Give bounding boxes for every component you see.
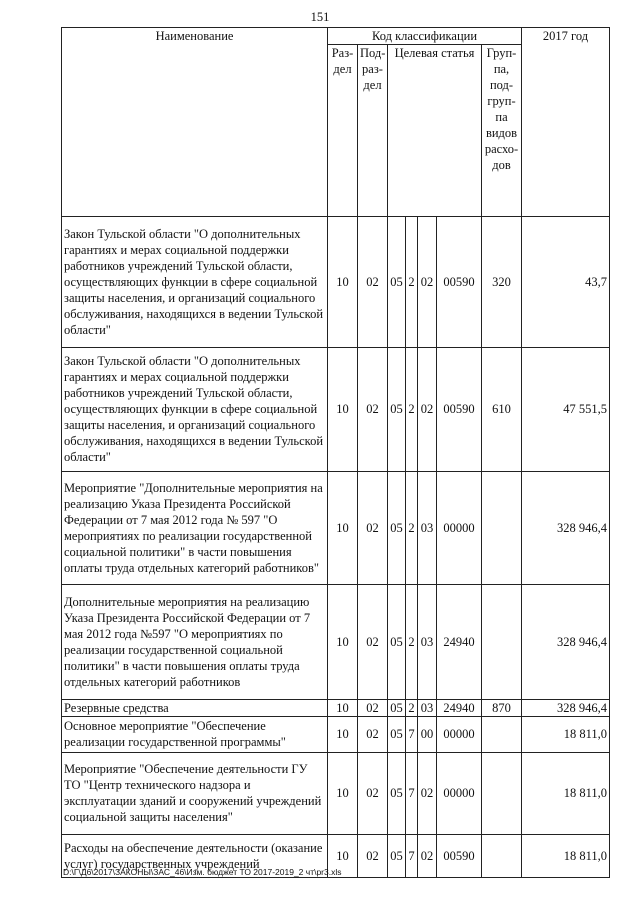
row-vr: 320 [482, 216, 522, 347]
row-name: Закон Тульской области "О дополнительных гарантиях и мерах социальной поддержки работников учреждений Тульской области, осуществляющих функции в сфере социальной защиты населения, и организаций социального обслуживания, находящихся в ведении Тульской области" [62, 347, 328, 471]
row-podrazdel: 02 [358, 699, 388, 716]
row-razdel: 10 [328, 347, 358, 471]
row-cs3: 03 [418, 699, 437, 716]
row-cs2: 2 [406, 584, 418, 699]
row-cs1: 05 [388, 347, 406, 471]
row-cs3: 02 [418, 834, 437, 877]
header-section: Раз- дел [328, 45, 358, 217]
table-row [62, 216, 610, 347]
row-cs2: 7 [406, 752, 418, 834]
header-target-article: Целевая статья [388, 45, 482, 62]
row-name: Закон Тульской области "О дополнительных гарантиях и мерах социальной поддержки работников учреждений Тульской области, осуществляющих функции в сфере социальной защиты населения, и организаций социального обслуживания, находящихся в ведении Тульской области" [62, 216, 328, 347]
header-expense-group: Груп- па, под- груп- па видов расхо- дов [482, 45, 522, 217]
table-row [62, 584, 610, 699]
row-vr: 610 [482, 347, 522, 471]
row-cs1: 05 [388, 216, 406, 347]
row-name: Расходы на обеспечение деятельности (оказание услуг) государственных учреждений [62, 834, 328, 877]
row-amount: 47 551,5 [522, 347, 610, 471]
row-name: Дополнительные мероприятия на реализацию Указа Президента Российской Федерации от 7 мая 2012 года №597 "О мероприятиях по реализации государственной социальной политики" в части повышения оплаты труда отдельных категорий работников [62, 584, 328, 699]
row-podrazdel: 02 [358, 347, 388, 471]
row-podrazdel: 02 [358, 471, 388, 584]
row-razdel: 10 [328, 752, 358, 834]
row-cs4: 00590 [437, 347, 482, 471]
table-body [62, 216, 610, 877]
table-row [62, 699, 610, 716]
row-cs4: 00590 [437, 834, 482, 877]
file-path-footer: D:\Г\Д6\2017\ЗАКОНЫ\ЗАС_46\Изм. бюджет ТО 2017-2019_2 чт\pr3.xls [63, 867, 342, 877]
row-vr [482, 752, 522, 834]
row-cs4: 00000 [437, 752, 482, 834]
row-razdel: 10 [328, 834, 358, 877]
row-amount: 328 946,4 [522, 584, 610, 699]
table-row [62, 347, 610, 471]
row-cs3: 03 [418, 584, 437, 699]
row-name: Мероприятие "Дополнительные мероприятия на реализацию Указа Президента Российской Федерации от 7 мая 2012 года № 597 "О мероприятиях по реализации государственной социальной политики" в части повышения оплаты труда отдельных категорий работников" [62, 471, 328, 584]
row-cs1: 05 [388, 752, 406, 834]
row-cs1: 05 [388, 834, 406, 877]
table-header [62, 28, 610, 217]
row-cs1: 05 [388, 471, 406, 584]
row-cs3: 03 [418, 471, 437, 584]
row-cs4: 00000 [437, 471, 482, 584]
budget-table [61, 27, 610, 878]
target-article-spacer [388, 61, 482, 216]
row-name: Основное мероприятие "Обеспечение реализации государственной программы" [62, 716, 328, 752]
row-amount: 43,7 [522, 216, 610, 347]
header-year: 2017 год [522, 28, 610, 217]
row-cs1: 05 [388, 699, 406, 716]
header-name: Наименование [62, 28, 328, 217]
table-row [62, 716, 610, 752]
row-razdel: 10 [328, 216, 358, 347]
row-podrazdel: 02 [358, 834, 388, 877]
row-cs3: 02 [418, 752, 437, 834]
row-vr [482, 584, 522, 699]
row-amount: 18 811,0 [522, 834, 610, 877]
row-name: Резервные средства [62, 699, 328, 716]
header-classification-code: Код классификации [328, 28, 522, 45]
row-vr: 870 [482, 699, 522, 716]
header-subsection: Под- раз- дел [358, 45, 388, 217]
row-podrazdel: 02 [358, 216, 388, 347]
row-cs2: 7 [406, 716, 418, 752]
row-cs3: 02 [418, 347, 437, 471]
row-amount: 328 946,4 [522, 699, 610, 716]
row-razdel: 10 [328, 716, 358, 752]
row-cs4: 00590 [437, 216, 482, 347]
row-razdel: 10 [328, 471, 358, 584]
row-cs3: 02 [418, 216, 437, 347]
row-vr [482, 471, 522, 584]
row-vr [482, 716, 522, 752]
row-cs1: 05 [388, 584, 406, 699]
row-name: Мероприятие "Обеспечение деятельности ГУ ТО "Центр технического надзора и эксплуатации зданий и сооружений учреждений социальной защиты населения" [62, 752, 328, 834]
row-cs2: 2 [406, 471, 418, 584]
page-number: 151 [310, 10, 330, 24]
table-row [62, 752, 610, 834]
row-vr [482, 834, 522, 877]
table-row [62, 471, 610, 584]
row-cs3: 00 [418, 716, 437, 752]
row-cs2: 2 [406, 699, 418, 716]
row-cs2: 2 [406, 347, 418, 471]
row-podrazdel: 02 [358, 752, 388, 834]
row-amount: 328 946,4 [522, 471, 610, 584]
row-cs2: 7 [406, 834, 418, 877]
row-podrazdel: 02 [358, 716, 388, 752]
row-cs4: 00000 [437, 716, 482, 752]
row-razdel: 10 [328, 699, 358, 716]
row-cs1: 05 [388, 716, 406, 752]
row-amount: 18 811,0 [522, 716, 610, 752]
row-razdel: 10 [328, 584, 358, 699]
row-cs4: 24940 [437, 699, 482, 716]
row-amount: 18 811,0 [522, 752, 610, 834]
row-cs4: 24940 [437, 584, 482, 699]
row-cs2: 2 [406, 216, 418, 347]
row-podrazdel: 02 [358, 584, 388, 699]
